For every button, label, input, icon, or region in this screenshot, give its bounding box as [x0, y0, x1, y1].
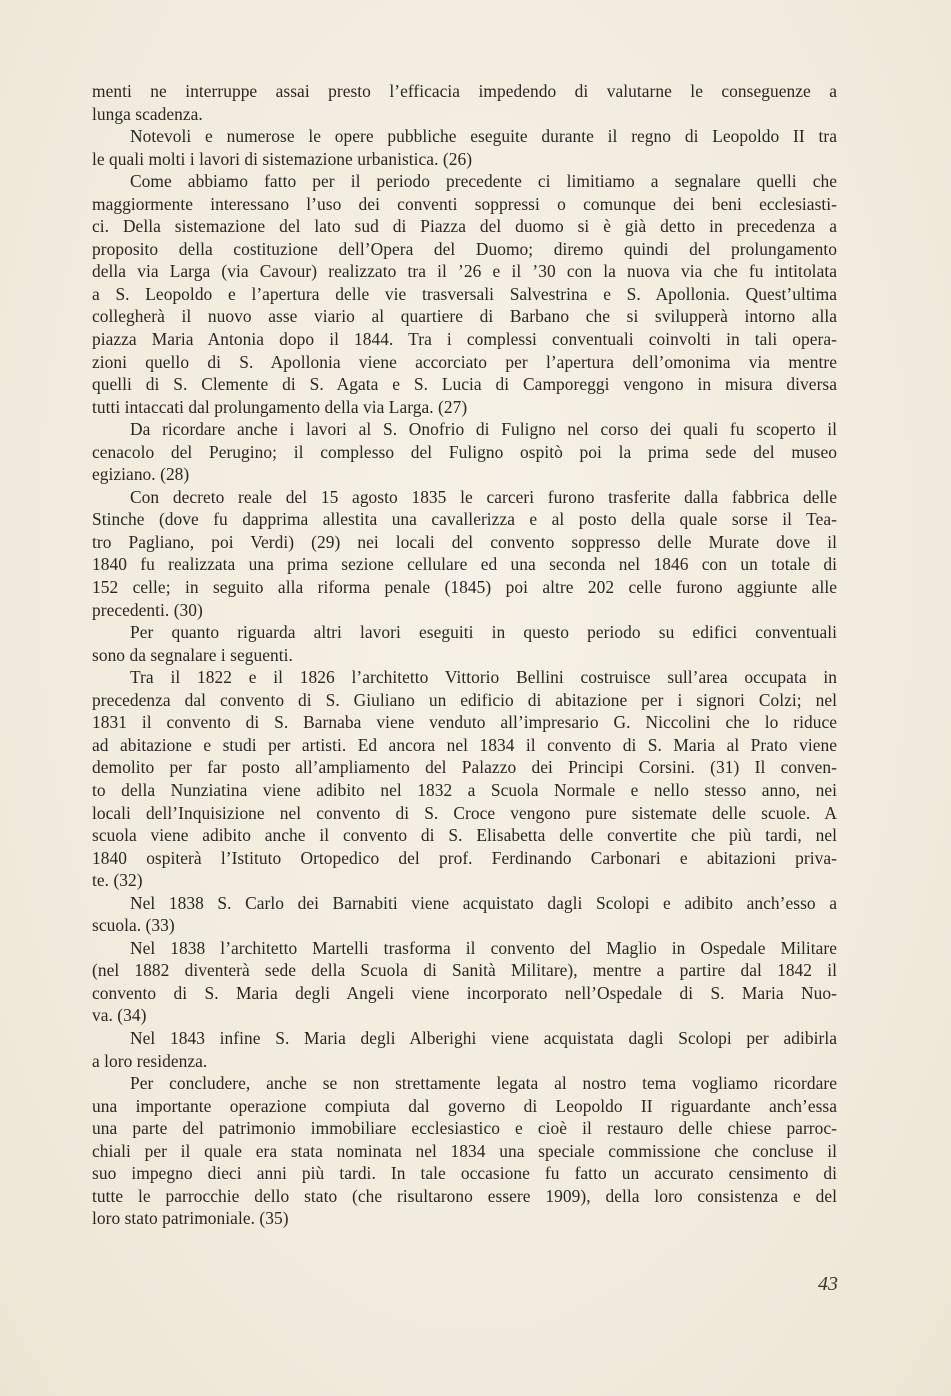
text-line: una importante operazione compiuta dal governo di Leopoldo II riguardante anch’essa [92, 1095, 837, 1116]
text-line: 152 celle; in seguito alla riforma penale (1845) poi altre 202 celle furono aggiunte alle [92, 577, 837, 598]
text-line: (nel 1882 diventerà sede della Scuola di Sanità Militare), mentre a partire dal 1842 il [92, 960, 837, 981]
text-line: sono da segnalare i seguenti. [92, 644, 293, 665]
text-line: piazza Maria Antonia dopo il 1844. Tra i complessi conventuali coinvolti in tali opera- [92, 329, 837, 350]
text-line: precedenza dal convento di S. Giuliano un edificio di abitazione per i signori Colzi; nel [92, 689, 837, 710]
text-line: a S. Leopoldo e l’apertura delle vie trasversali Salvestrina e S. Apollonia. Quest’ultima [92, 283, 837, 304]
paragraph-first-line: Notevoli e numerose le opere pubbliche eseguite durante il regno di Leopoldo II tra [130, 126, 837, 147]
text-line: locali dell’Inquisizione nel convento di S. Croce vengono pure sistemate delle scuole. A [92, 802, 837, 823]
text-line: demolito per far posto all’ampliamento del Palazzo dei Principi Corsini. (31) Il conven- [92, 757, 837, 778]
text-line: tutte le parrocchie dello stato (che risultarono essere 1909), della loro consistenza e del [92, 1185, 837, 1206]
text-line: tro Pagliano, poi Verdi) (29) nei locali del convento soppresso delle Murate dove il [92, 531, 837, 552]
paragraph-first-line: Come abbiamo fatto per il periodo precedente ci limitiamo a segnalare quelli che [130, 171, 837, 192]
text-line: chiali per il quale era stata nominata nel 1834 una speciale commissione che concluse il [92, 1140, 837, 1161]
text-line: menti ne interruppe assai presto l’efficacia impedendo di valutarne le conseguenze a [92, 81, 837, 101]
paragraph-first-line: Per concludere, anche se non strettamente legata al nostro tema vogliamo ricordare [130, 1073, 837, 1094]
text-line: to della Nunziatina viene adibito nel 1832 a Scuola Normale e nello stesso anno, nei [92, 779, 837, 800]
text-line: maggiormente interessano l’uso dei conventi soppressi o comunque dei beni ecclesiasti- [92, 193, 837, 214]
text-line: della via Larga (via Cavour) realizzato tra il ’26 e il ’30 con la nuova via che fu intitolata [92, 261, 837, 282]
text-line: convento di S. Maria degli Angeli viene incorporato nell’Ospedale di S. Maria Nuo- [92, 982, 837, 1003]
text-line: egiziano. (28) [92, 464, 190, 485]
text-line: ad abitazione e studi per artisti. Ed ancora nel 1834 il convento di S. Maria al Prato viene [92, 734, 837, 755]
paragraph-first-line: Nel 1838 S. Carlo dei Barnabiti viene acquistato dagli Scolopi e adibito anch’esso a [130, 892, 837, 913]
text-line: te. (32) [92, 870, 143, 891]
text-line: quelli di S. Clemente di S. Agata e S. Lucia di Camporeggi vengono in misura diversa [92, 374, 837, 395]
text-line: ci. Della sistemazione del lato sud di Piazza del duomo si è già detto in precedenza a [92, 216, 837, 237]
paragraph-first-line: Nel 1843 infine S. Maria degli Alberighi viene acquistata dagli Scolopi per adibirla [130, 1027, 837, 1048]
page-number: 43 [818, 1273, 838, 1295]
paragraph-first-line: Da ricordare anche i lavori al S. Onofrio di Fuligno nel corso dei quali fu scoperto il [130, 419, 837, 440]
text-line: loro stato patrimoniale. (35) [92, 1208, 289, 1229]
text-line: proposito della costituzione dell’Opera del Duomo; diremo quindi del prolungamento [92, 238, 837, 259]
paragraph-first-line: Per quanto riguarda altri lavori eseguiti in questo periodo su edifici conventuali [130, 622, 837, 643]
text-line: lunga scadenza. [92, 103, 203, 124]
text-line: le quali molti i lavori di sistemazione urbanistica. (26) [92, 148, 473, 169]
paragraph-first-line: Nel 1838 l’architetto Martelli trasforma il convento del Maglio in Ospedale Militare [130, 937, 837, 958]
text-line: 1840 ospiterà l’Istituto Ortopedico del prof. Ferdinando Carbonari e abitazioni priva- [92, 847, 837, 868]
text-line: a loro residenza. [92, 1050, 208, 1071]
text-line: tutti intaccati dal prolungamento della via Larga. (27) [92, 396, 468, 417]
text-line: scuola viene adibito anche il convento di S. Elisabetta delle convertite che più tardi, nel [92, 825, 837, 846]
text-line: scuola. (33) [92, 915, 175, 936]
text-line: collegherà il nuovo asse viario al quartiere di Barbano che si svilupperà intorno alla [92, 306, 837, 327]
text-line: cenacolo del Perugino; il complesso del Fuligno ospitò poi la prima sede del museo [92, 441, 837, 462]
body-text [92, 80, 837, 1230]
text-line: Stinche (dove fu dapprima allestita una cavallerizza e al posto della quale sorse il Tea- [92, 509, 837, 530]
text-line: 1840 fu realizzata una prima sezione cellulare ed una seconda nel 1846 con un totale di [92, 554, 837, 575]
paragraph-first-line: Tra il 1822 e il 1826 l’architetto Vittorio Bellini costruisce sull’area occupata in [130, 667, 837, 688]
text-line: precedenti. (30) [92, 599, 203, 620]
paragraph-first-line: Con decreto reale del 15 agosto 1835 le carceri furono trasferite dalla fabbrica delle [130, 486, 837, 507]
text-line: suo impegno dieci anni più tardi. In tale occasione fu fatto un accurato censimento di [92, 1163, 837, 1184]
text-line: zioni quello di S. Apollonia viene accorciato per l’apertura dell’omonima via mentre [92, 351, 837, 372]
text-line: 1831 il convento di S. Barnaba viene venduto all’impresario G. Niccolini che lo riduce [92, 712, 837, 733]
text-line: va. (34) [92, 1005, 147, 1026]
text-line: una parte del patrimonio immobiliare ecclesiastico e cioè il restauro delle chiese parroc- [92, 1118, 837, 1139]
